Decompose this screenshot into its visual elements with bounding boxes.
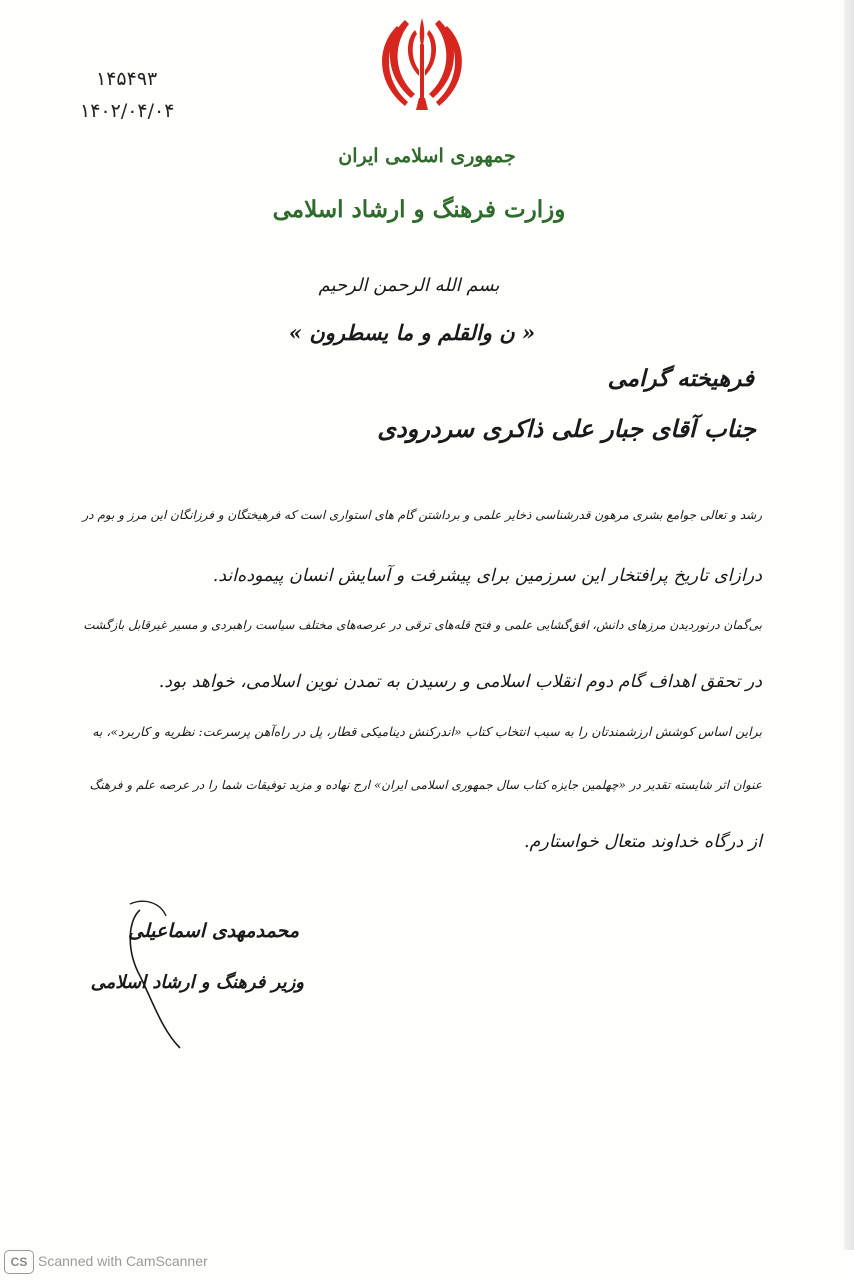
header-country: جمهوری اسلامی ایران (338, 145, 516, 167)
signatory-name: محمدمهدی اسماعیلی (128, 920, 299, 942)
body-line-6: عنوان اثر شایسته تقدیر در «چهلمین جایزه کتاب سال جمهوری اسلامی ایران» ارج نهاده و مزید توفیقات شما را در عرصه علم و فرهنگ (89, 778, 762, 792)
iran-emblem-icon (375, 14, 469, 112)
reference-number: ۱۴۵۴۹۳ (96, 68, 158, 90)
body-line-1: رشد و تعالی جوامع بشری مرهون قدرشناسی ذخایر علمی و برداشتن گام های استواری است که فرهیختگان و فرزانگان این مرز و بوم در (82, 508, 762, 522)
signature-flourish-icon (100, 880, 340, 1060)
camscanner-logo-icon: CS (4, 1250, 34, 1274)
salutation: فرهیخته گرامی (607, 365, 754, 392)
header-ministry: وزارت فرهنگ و ارشاد اسلامی (272, 196, 566, 223)
body-line-3: بی‌گمان درنوردیدن مرزهای دانش، افق‌گشایی علمی و فتح قله‌های ترقی در عرصه‌های مختلف سیاست راهبردی و مسیر غیرقابل بازگشت (83, 618, 762, 632)
reference-date: ۱۴۰۲/۰۴/۰۴ (80, 100, 175, 122)
addressee: جناب آقای جبار علی ذاکری سردرودی (377, 414, 756, 443)
body-line-5: براین اساس کوشش ارزشمندتان را به سبب انتخاب کتاب «اندرکنش دینامیکی قطار، پل در راه‌آهن پرسرعت: نظریه و کاربرد»، به (92, 724, 762, 739)
signatory-title: وزیر فرهنگ و ارشاد اسلامی (90, 972, 304, 993)
basmala: بسم الله الرحمن الرحیم (318, 275, 500, 296)
paper-edge-shadow (844, 0, 854, 1250)
camscanner-watermark: Scanned with CamScanner (38, 1253, 208, 1269)
body-line-4: در تحقق اهداف گام دوم انقلاب اسلامی و رسیدن به تمدن نوین اسلامی، خواهد بود. (158, 672, 762, 692)
body-line-7: از درگاه خداوند متعال خواستارم. (523, 832, 762, 852)
quran-verse: « ن والقلم و ما یسطرون » (288, 320, 536, 345)
body-line-2: درازای تاریخ پرافتخار این سرزمین برای پیشرفت و آسایش انسان پیموده‌اند. (212, 566, 762, 586)
